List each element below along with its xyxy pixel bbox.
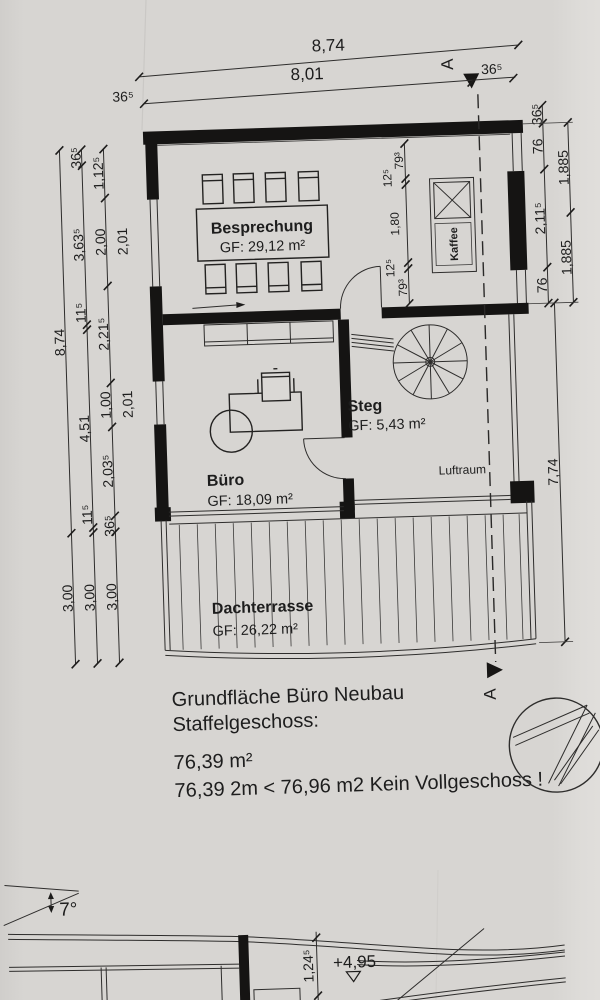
- office-chair: [257, 368, 294, 401]
- dim-top-overall: 8,74: [311, 35, 346, 56]
- room-label-dachterrasse: Dachterrasse: [211, 597, 314, 618]
- dim-right-lower: [523, 122, 589, 646]
- dim-kaffee-1: 12⁵: [380, 168, 395, 188]
- dim-left-aux-1: 2,01: [119, 390, 136, 419]
- section-arrow-bottom-icon: [487, 662, 503, 678]
- dim-right-inner-3: 76: [533, 277, 551, 294]
- room-area-besprechung: GF: 29,12 m²: [219, 237, 306, 257]
- buero-furniture: [208, 368, 303, 453]
- title-line3: 76,39 m²: [173, 749, 253, 775]
- dim-chain-left-inner: [89, 144, 143, 667]
- dim-kaffee-2: 1,80: [387, 212, 403, 236]
- dim-right-lower: 7,74: [544, 458, 562, 486]
- dim-left-mid-4: 11⁵: [78, 504, 96, 526]
- dim-kaffee-0: 79³: [391, 151, 407, 170]
- room-label-steg: Steg: [347, 397, 383, 416]
- dim-left-aux-0: 2,01: [113, 227, 131, 256]
- section-letter-top: A: [437, 58, 458, 71]
- dim-chain-kaffee: [379, 139, 413, 308]
- dim-right-inner-2: 2,11⁵: [531, 202, 549, 235]
- interior-walls: [149, 303, 535, 525]
- room-area-dachterrasse: GF: 26,22 m²: [212, 621, 299, 640]
- dim-chain-top: [111, 30, 524, 109]
- dim-left-mid-2: 11⁵: [72, 302, 89, 324]
- title-line1: Grundfläche Büro Neubau: [171, 681, 405, 712]
- dim-top-inner: 8,01: [290, 64, 324, 85]
- entry-arrow-icon: [192, 302, 245, 310]
- spiral-stair: [351, 324, 468, 402]
- dim-left-mid-3: 4,51: [75, 414, 93, 443]
- room-label-buero: Büro: [206, 471, 245, 490]
- dim-right-inner-1: 76: [529, 138, 546, 155]
- roof-slope-annotation: [2, 883, 79, 925]
- dim-left-inner-2: 2,21⁵: [94, 317, 112, 351]
- dim-left-inner-5: 36⁵: [100, 515, 118, 537]
- paper-crease: [142, 0, 146, 130]
- section-letter-bottom: A: [480, 688, 500, 701]
- paper-crease-bottom: [436, 870, 438, 1000]
- room-label-besprechung: Besprechung: [210, 217, 314, 238]
- sideboard: [204, 321, 334, 346]
- dim-kaffee-3: 12⁵: [382, 258, 398, 278]
- roof-angle-label: 7°: [58, 899, 78, 921]
- section-post: [238, 935, 250, 1000]
- dim-top-right-seg: 36⁵: [480, 60, 503, 78]
- drawing-group: [0, 28, 600, 1000]
- dim-chain-right-outer: [554, 118, 578, 306]
- title-line4: 76,39 2m < 76,96 m2 Kein Vollgeschoss !: [174, 768, 544, 803]
- chair-row-bottom: [205, 261, 322, 294]
- dim-right-inner-0: 36⁵: [528, 103, 545, 126]
- chair-row-top: [202, 171, 319, 204]
- dim-chain-right-inner: [528, 101, 552, 307]
- title-line2: Staffelgeschoss:: [172, 709, 320, 737]
- dim-chain-left-outer: [45, 146, 79, 668]
- dim-left-mid-1: 3,63⁵: [69, 228, 87, 262]
- parapet-dim-label: 1,24⁵: [299, 949, 317, 983]
- dim-left-outer-0: 8,74: [51, 328, 68, 357]
- dim-left-mid-0: 36⁵: [67, 146, 84, 169]
- dim-left-inner-4: 2,03⁵: [98, 454, 117, 488]
- dim-left-inner-6: 3,00: [103, 583, 120, 611]
- room-area-buero: GF: 18,09 m²: [207, 491, 294, 510]
- dim-left-mid-5: 3,00: [81, 583, 98, 612]
- dim-top-left-seg: 36⁵: [112, 88, 134, 105]
- level-label: +4,95: [332, 951, 377, 973]
- stair-entry-treads: [351, 333, 394, 352]
- dim-left-inner-1: 2,00: [91, 228, 109, 257]
- room-label-luftraum: Luftraum: [438, 462, 487, 478]
- dim-left-inner-0: 1,12⁵: [89, 156, 107, 190]
- dim-right-outer-1: 1,885: [557, 239, 575, 276]
- section-fragment: [8, 917, 566, 1000]
- level-mark-icon: [346, 971, 360, 981]
- dim-left-inner-3: 1,00: [97, 391, 114, 419]
- room-label-kaffee: Kaffee: [448, 227, 462, 262]
- dim-left-outer-1: 3,00: [59, 584, 76, 613]
- dim-right-outer-0: 1,885: [554, 149, 572, 186]
- dim-kaffee-4: 79³: [395, 278, 411, 297]
- section-line: [438, 57, 504, 701]
- room-area-steg: GF: 5,43 m²: [347, 416, 426, 435]
